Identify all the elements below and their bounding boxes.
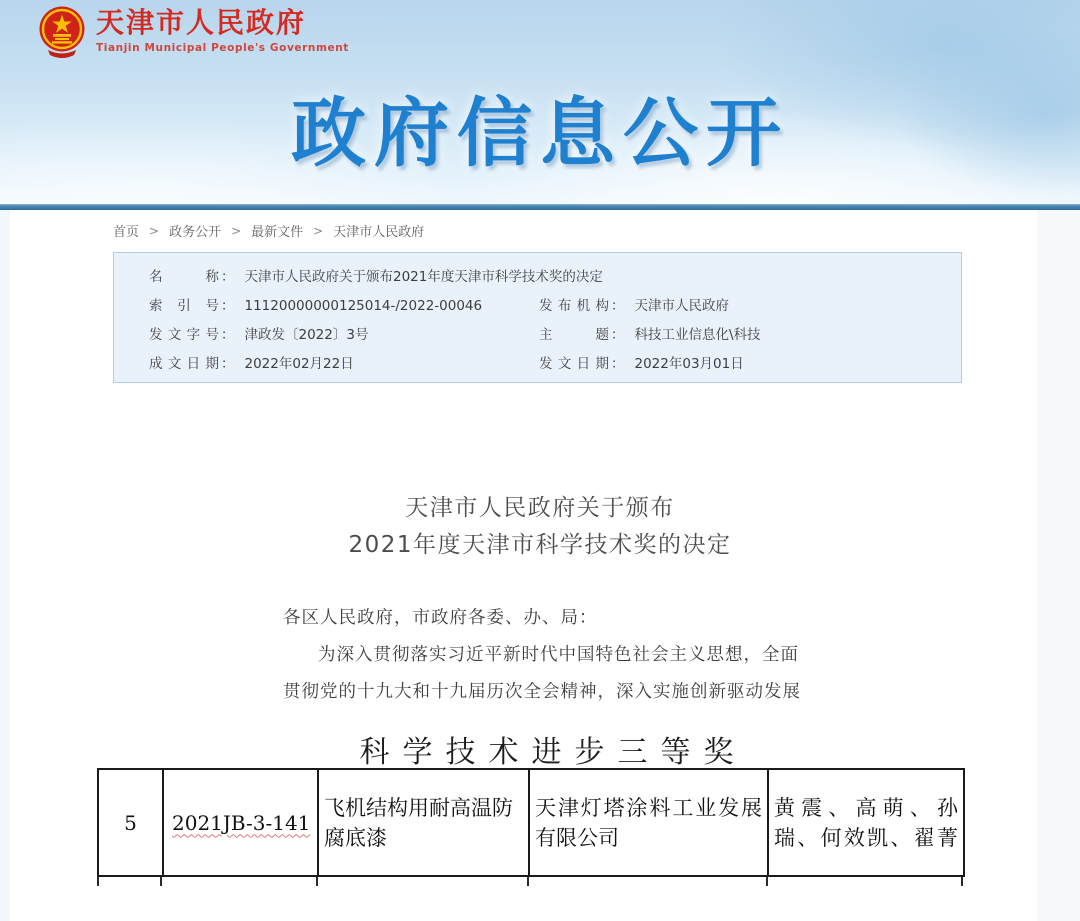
field-index-no-value: 11120000000125014-/2022-00046 [244, 298, 483, 314]
field-date-written-value: 2022年02月22日 [244, 356, 354, 372]
document-title [0, 490, 1080, 564]
field-doc-no [149, 327, 368, 344]
award-table [97, 768, 965, 877]
field-name-label: 名称 [149, 269, 219, 285]
left-margin-band [0, 210, 10, 921]
breadcrumb-item-home[interactable]: 首页 [113, 225, 140, 240]
field-publisher-value: 天津市人民政府 [634, 298, 729, 314]
field-colon: ： [221, 327, 235, 343]
field-date-written-label: 成文日期 [149, 356, 219, 372]
field-colon: ： [221, 356, 235, 372]
cell-serial-no: 5 [98, 769, 163, 876]
site-name-en: Tianjin Municipal People's Government [96, 42, 349, 54]
field-name [149, 269, 603, 286]
field-topic [539, 327, 761, 344]
site-name: 天津市人民政府 [96, 6, 307, 39]
field-date-issued [539, 356, 744, 373]
field-index-no-label: 索引号 [149, 298, 219, 314]
breadcrumb-separator: > [231, 223, 242, 238]
table-continuation-stub [316, 877, 318, 886]
document-salutation: 各区人民政府，市政府各委、办、局： [283, 608, 598, 628]
document-paragraph-line1: 为深入贯彻落实习近平新时代中国特色社会主义思想，全面 [318, 645, 799, 665]
field-colon: ： [611, 327, 625, 343]
table-continuation-stub [766, 877, 768, 886]
cell-organization: 天津灯塔涂料工业发展有限公司 [529, 769, 768, 876]
table-row [98, 769, 964, 876]
field-date-issued-value: 2022年03月01日 [634, 356, 744, 372]
national-emblem-icon [38, 4, 86, 60]
cell-project-name: 飞机结构用耐高温防腐底漆 [318, 769, 529, 876]
field-publisher-label: 发布机构 [539, 298, 609, 314]
table-continuation-stub [160, 877, 162, 886]
breadcrumb-separator: > [313, 223, 324, 238]
document-title-line2: 2021年度天津市科学技术奖的决定 [348, 532, 732, 558]
field-topic-value: 科技工业信息化\科技 [634, 327, 761, 343]
award-code-text: 2021JB-3-141 [172, 810, 311, 835]
cell-winners: 黄震、高萌、孙瑞、何效凯、翟菁 [768, 769, 964, 876]
table-continuation-stub [961, 877, 963, 886]
field-date-written [149, 356, 354, 373]
table-continuation-stub [527, 877, 529, 886]
document-paragraph-line2: 贯彻党的十九大和十九届历次全会精神，深入实施创新驱动发展 [283, 682, 801, 702]
field-name-value: 天津市人民政府关于颁布2021年度天津市科学技术奖的决定 [244, 269, 603, 285]
field-topic-label: 主题 [539, 327, 609, 343]
field-date-issued-label: 发文日期 [539, 356, 609, 372]
breadcrumb [113, 221, 424, 240]
field-index-no [149, 298, 482, 315]
field-doc-no-label: 发文字号 [149, 327, 219, 343]
logo-text [96, 4, 349, 54]
cell-award-code [163, 769, 318, 876]
content-area [0, 210, 1080, 921]
document-meta-box [113, 252, 962, 383]
breadcrumb-item-current: 天津市人民政府 [333, 225, 425, 240]
field-publisher [539, 298, 729, 315]
field-doc-no-value: 津政发〔2022〕3号 [244, 327, 369, 343]
breadcrumb-separator: > [149, 223, 160, 238]
banner [0, 0, 1080, 204]
breadcrumb-item-latest-docs[interactable]: 最新文件 [251, 225, 304, 240]
award-section-heading: 科学技术进步三等奖 [359, 735, 747, 770]
field-colon: ： [221, 269, 235, 285]
document-title-line1: 天津市人民政府关于颁布 [405, 495, 675, 521]
field-colon: ： [611, 356, 625, 372]
site-logo[interactable] [38, 4, 349, 60]
breadcrumb-item-open-gov[interactable]: 政务公开 [169, 225, 222, 240]
table-continuation-stub [97, 877, 99, 886]
field-colon: ： [611, 298, 625, 314]
banner-title: 政府信息公开 [290, 89, 789, 177]
right-margin-band [1037, 210, 1080, 921]
field-colon: ： [221, 298, 235, 314]
